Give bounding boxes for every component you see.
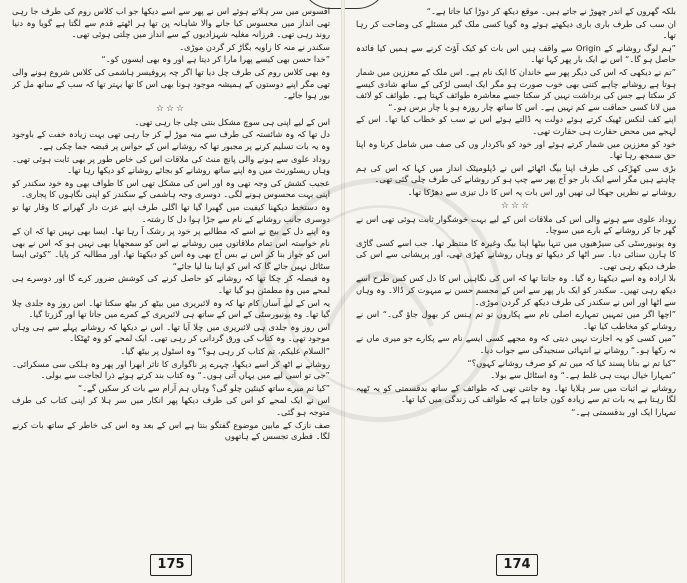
paragraph: روشانے نے اٹھ کر اسے دیکھا، چہرے پر ناگواری کا تاثر ابھرا اور پھر وہ ہلکی سی مسکرائی۔ ”جی تو اسی لیے میں یہاں آتی ہوں۔“ وہ کتاب بند کرتے ہوئے ذرا لجاجت سے بولی۔ [12, 358, 330, 381]
paragraph: روداد علوی سے ہونے والی پانچ منٹ کی ملاقات اس کی خاص طور پر بھی ثابت ہوئی تھی۔ وہاں ریسٹورنٹ میں وہ اپنے ساتھ روشانے کو بجائے روشانے کو دیکھا رہا تھا۔ [12, 153, 330, 176]
book-gutter [341, 0, 345, 583]
paragraph: ”خدا حسن بھی کیسے پھرا مارا کر دیتا ہے اور وہ بھی ایسوں کو۔“ [101, 54, 330, 65]
paragraph: سکندر نے منہ کا زاویہ بگاڑ کر گردن موڑی۔ [179, 41, 330, 52]
paragraph: صف نازک کے مابین موضوع گفتگو بنتا ہے اس کے بعد وہ اس کی خاطر کے ساتھ بات کرنے لگا۔ فطری تجسس کے ہاتھوں [12, 419, 330, 442]
paragraph: ”تم نے دیکھی کہ اس کی دیگر پھر سے خاندان کا ایک نام ہے۔ اس ملک کے معززین میں شمار ہوتا ہے روشانے چاہے کتنی بھی خوب صورت ہو مگر ایک ایسی لڑکی کے ساتھ شادی کیسے کر سکتا ہے جس کی برداشت نہیں کر سکتا جسے معاشرہ طوائف کہتا ہے۔ طوائف کو لائف میں لانا کسی حماقت سے کم نہیں ہے۔ اس کا ساتھ چار روزہ ہو یا چار برس ہو۔“ [356, 66, 676, 112]
paragraph: ”اچھا اگر میں تمہیں تمہارے اصلی نام سے پکاروں تو تم ہنس کر بھول جاؤ گی۔“ اس نے روشانے کو مخاطب کیا تھا۔ [356, 309, 676, 331]
paragraph: ”ہم لوگ روشانے کے Origin سے واقف ہیں اس بات کو کیک آؤٹ کرنے سے ہمیں کیا فائدہ حاصل ہو گا۔“ اس نے ایک بار پھر کہا تھا۔ [356, 42, 676, 65]
paragraph: وہ بھی کلاس روم کی طرف چل دیا تھا اگر چہ پروفیسر ہاشمی کی کلاس شروع ہونے والی تھی مگر اپنے دوستوں کے ہمیشہ موجود ہونا بھی اس کا تھا بہتر تھا کہ سب کے ساتھ مل کر بور ہوا جائے۔ [12, 66, 330, 101]
paragraph: بلکہ گھروں کے اندر چھوڑ نے جاتے ہیں۔ موقع دیکھ کر دوڑا کیا جاتا ہے۔“ [426, 6, 676, 16]
paragraph: وہ دستخط دیکھنا کیفیت میں گھبرا گیا تھا اگلی طرف اپنے عزت دار گھرانے کا وقار تھا تو دوسری جانب روشانے کے نام سے جڑا ہوا دل کا رشتہ۔ [12, 201, 330, 224]
left-text-column [12, 6, 330, 544]
page-number-left: 175 [150, 554, 192, 576]
paragraph: وہ اپنے دل کے بیچ نے اسے کہ مطالبے پر خود پر رشک آ رہا تھا۔ ایسا بھی نہیں تھا کہ ان کے نام خواستہ اس تمام ملاقاتوں میں روشانے نے اس کو سمجھایا بھی نہیں ہو کہ اس نے بھی اس کو جواز بنا کر اس نے بس آج بھی وہ اس کو دیکھتا تھا، اور مطالبہ کر پایا۔ ”کوئی ایسا سٹائل نہیں جائے گا کہ اس کو اپنا بنا لیا جائے“ [12, 226, 330, 271]
page-left [12, 6, 330, 578]
paragraph: اس نے ایک لمحے کو اس کی طرف دیکھا پھر انکار میں سر ہلا کر اپنی کتاب کی طرف متوجہ ہو گئی۔ [12, 395, 330, 417]
paragraph: وہ فیصلہ کر چکا تھا کہ روشانے کو حاصل کرنے کی کوشش ضرور کرے گا اور دوسرے ہی لمحے میں وہ مطمئن ہو گیا تھا۔ [12, 273, 330, 296]
paragraph: ”کیا تم میرے ساتھ کینٹین چلو گی؟ وہاں ہم آرام سے بات کر سکیں گے۔“ [77, 382, 330, 393]
paragraph: روشانے نے نظریں جھکا لی تھیں اور اس بات پہ اس کا دل تیزی سے دھڑکا تھا۔ [407, 186, 676, 197]
paragraph: اپنے کف لنکس ٹھیک کرتے ہوئے دولت پہ ڈالتے ہوئے اس نے سب کو خطاب کیا تھا۔ اس کے لہجے میں محض حقارت ہی حقارت تھی۔ [356, 114, 676, 136]
paragraph: عجیب کشش کی وجہ تھی وہ اور اس کی مشکل تھی اس کا طواف بھی وہ خود سکندر کو اپنی بہت محسوس ہونے لگی۔ دوسری وجہ ہاشمی کے سکندر کو اپنی نگاہوں کا پجاری۔ [12, 177, 330, 200]
section-divider: ☆☆☆ [155, 103, 187, 114]
paragraph: تمہارا ایک اور بدقسمتی ہے۔“ [571, 407, 676, 417]
paragraph: ”کیا تم نے بتانا پسند کیا کہ میں تم کو صرف روشانے کہوں؟“ [467, 357, 676, 368]
paragraph: دل تھا کہ وہ شائستہ کی طرف سے منہ موڑ لے کر جا رہی تھی بہت زیادہ خفت کے باوجود وہ یہ بات تسلیم کرنے پر مجبور تھا کہ روشانے اس کے حواس پر قبضہ جما چکی ہے۔ [12, 129, 330, 151]
paragraph: اس روز وہ جلدی ہی لائبریری میں چلا آیا تھا۔ اس نے دیکھا کہ روشانے پہلے سے ہی وہاں موجود تھی۔ وہ کتاب کی ورق گردانی کر رہی تھی۔ ایک لمحے کو وہ ٹھٹکا۔ [12, 321, 330, 344]
paragraph: ان سب کی طرف باری باری دیکھتے ہوئے وہ گویا کسی ملک گیر مسئلے کی وضاحت کر رہا تھا۔ [356, 18, 676, 41]
paragraph: ”تمہارا خیال بہت ہی غلط ہے۔“ وہ اسٹائل سے بولا۔ [490, 370, 676, 381]
paragraph: ”السلام علیکم، تم کتاب کر رہی ہو؟“ وہ اسٹول پر بیٹھ گیا۔ [120, 346, 330, 357]
page-right [356, 6, 676, 578]
paragraph: یہ اس کے لیے آسان کام تھا کہ وہ لائبریری میں بیٹھ کر بیٹھ سکتا تھا۔ اس روز وہ جلدی چلا گیا تھا۔ وہ یونیورسٹی کے اس کے ساتھ ہی لائبریری کے کمرے میں جاتا تھا اور گزرتا گیا۔ [12, 297, 330, 320]
paragraph: ”میں کسی کو یہ اجازت نہیں دیتی کہ وہ مجھے کسی ایسے نام سے پکارے جو میری ماں نے نہ رکھا ہو۔“ روشانے نے انتہائی سنجیدگی سے جواب دیا۔ [356, 333, 676, 356]
paragraph: روداد علوی سے ہونے والی اس کی ملاقات اس کے لیے بہت خوشگوار ثابت ہوئی تھی اس نے گھر جا کر روشانے کے بارے میں سوچا۔ [356, 213, 676, 236]
paragraph: خود کو معززین میں شمار کرتے ہوئے اور خود کو باکردار وں کی صف میں شامل کرنا وہ اپنا حق سمجھ رہا تھا۔ [356, 138, 676, 161]
paragraph: وہ یونیورسٹی کی سیڑھیوں میں تنہا بیٹھا اپنا بیگ وغیرہ کا منتظر تھا۔ جب اسے کسی گاڑی کا ہارن سنائی دیا۔ سر اٹھا کر دیکھا تو وہاں روشانے کھڑی تھی، اور پریشانی سے اس کی طرف دیکھ رہی تھی۔ [356, 237, 676, 271]
right-text-column [356, 6, 676, 544]
paragraph: بڑی سی کھڑکی کی طرف اپنا بیگ اٹھائے اس نے ڈپلومیٹک انداز میں کہا کہ اس کی ہم چاہتے ہیں مگر اسے ایک بار جو آج پھر سے چپ ہو کر روشانے کی طرف چلی گئی تھی۔ [356, 162, 676, 185]
paragraph: افسوس میں سر ہلاتے ہوئے اس نے پھر سے اسے دیکھا جو اب کلاس روم کی طرف جا رہی تھی انداز میں محسوس کیا جانے والا شاہانہ پن تھا ہر اٹھتے قدم سے لگتا ہے گویا وہ دنیا روند رہی تھی۔ فرزانہ مغلیہ شہزادیوں کے سے انداز میں چلتی ہوئی تھی۔ [12, 6, 330, 40]
paragraph: اس کے لیے اپنی ہی سوچ مشکل بنتی چلی جا رہی تھی۔ [134, 116, 330, 127]
paragraph: بلا ارادہ وہ اسے دیکھتا رہ گیا۔ وہ جانتا تھا کہ اس کی نگاہیں اس کا دل کس کس طرح اسے دیکھ رہی تھیں۔ سکندر کو ایک بار پھر سے اس کے مجسم حسن نے مبہوت کر ڈالا۔ وہ وہاں سے اٹھا اور اس نے سکندر کی طرف دیکھ کر گردن موڑی۔ [356, 273, 676, 307]
page-number-right: 174 [496, 554, 538, 576]
paragraph: روشانے نے اثبات میں سر ہلایا تھا۔ وہ جانتی تھی کہ طوائف کے ساتھ بدقسمتی کو یہ ٹھپہ لگا رہتا ہے یہ بات تم سے زیادہ کون جانتا ہے کہ طوائف کی زندگی میں کیا تھا۔ [356, 382, 676, 405]
section-divider: ☆☆☆ [500, 200, 532, 211]
